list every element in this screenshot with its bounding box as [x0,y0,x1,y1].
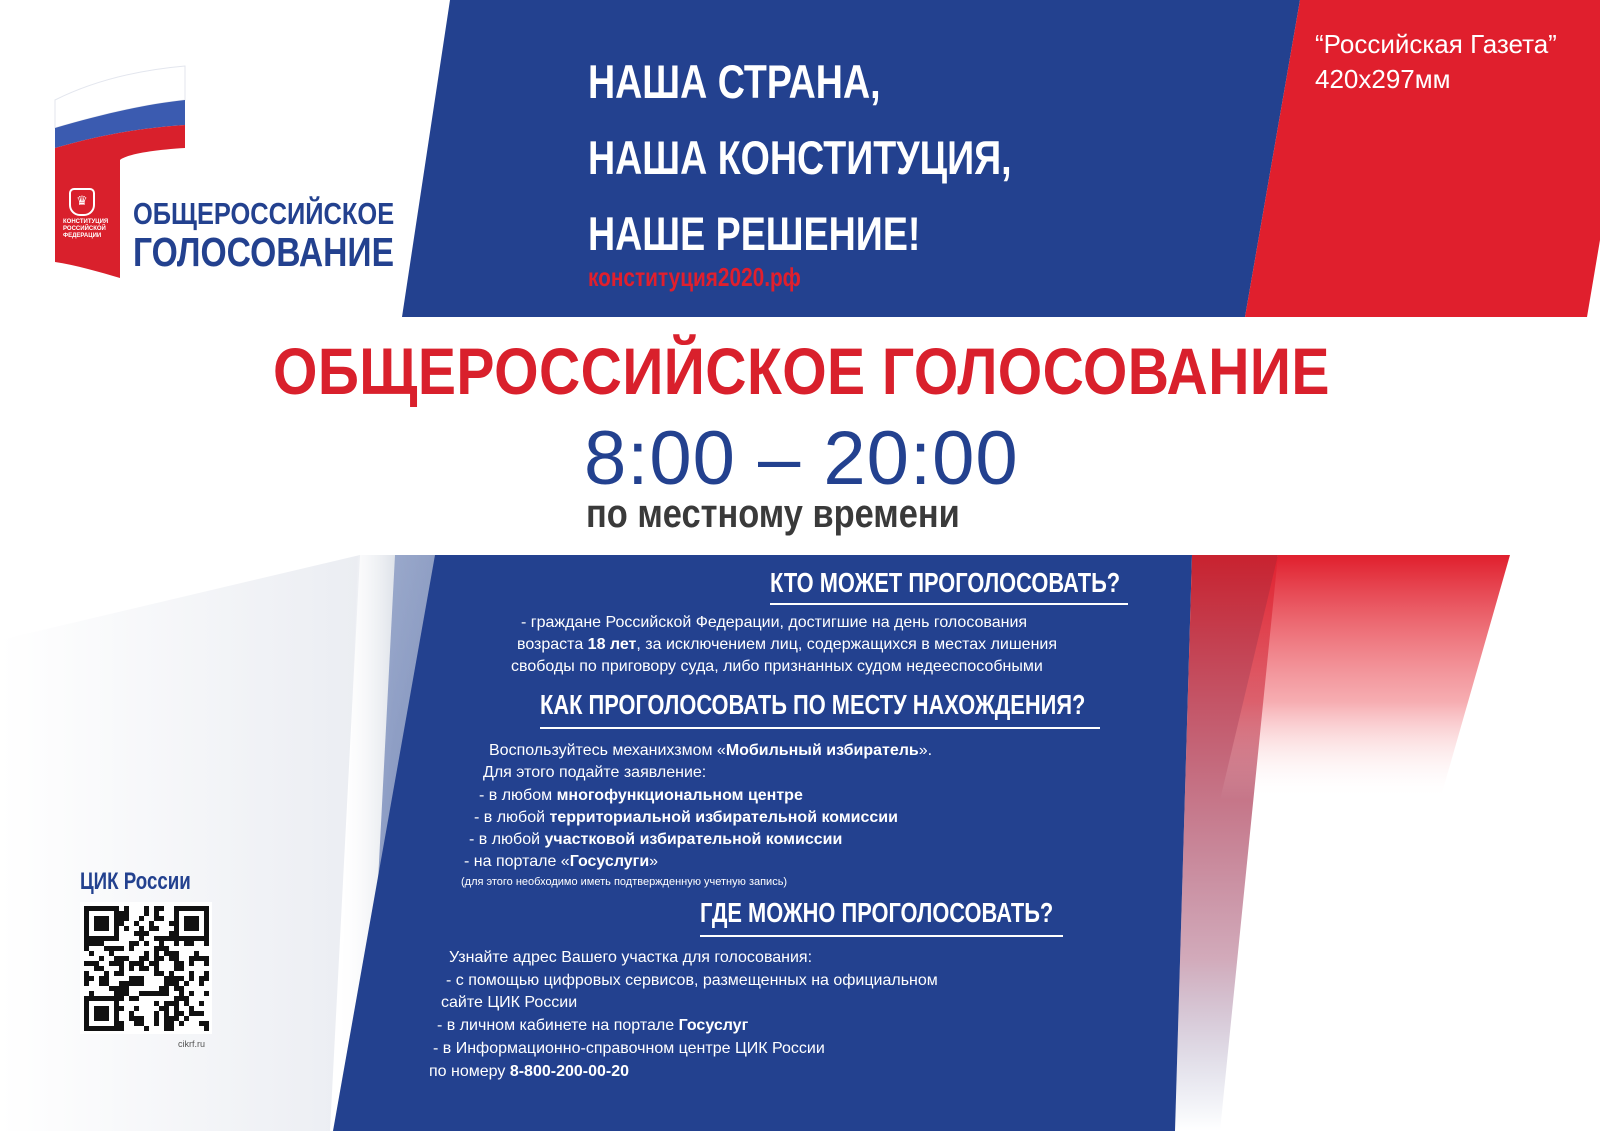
qr-code-icon [80,902,212,1034]
newspaper-name: “Российская Газета” [1315,29,1557,59]
how-heading: КАК ПРОГОЛОСОВАТЬ ПО МЕСТУ НАХОЖДЕНИЯ? [540,689,1086,720]
voting-hours-note: по местному времени [586,492,960,536]
how-note: (для этого необходимо иметь подтвержденную учетную запись) [461,876,788,888]
qr-url: cikrf.ru [178,1039,205,1049]
how-item-1: - в любом многофункциональном центре [479,787,803,804]
logo-line-2: ГОЛОСОВАНИЕ [133,229,395,275]
logo-title [133,198,451,273]
slogan-line-1: НАША СТРАНА, [588,55,881,108]
qr-code[interactable] [80,902,212,1034]
how-heading-rule [540,727,1100,729]
who-text-line-2: возраста 18 лет, за исключением лиц, содержащихся в местах лишения [517,636,1058,653]
where-heading: ГДЕ МОЖНО ПРОГОЛОСОВАТЬ? [700,897,1054,928]
how-item-3: - в любой участковой избирательной комиссии [469,831,843,848]
logo-emblem-text: КОНСТИТУЦИЯ РОССИЙСКОЙ ФЕДЕРАЦИИ [63,219,109,239]
where-line-4: - в Информационно-справочном центре ЦИК России [433,1040,825,1057]
where-line-5: по номеру 8-800-200-00-20 [429,1063,630,1080]
how-item-2: - в любой территориальной избирательной комиссии [474,809,898,826]
where-intro: Узнайте адрес Вашего участка для голосования: [449,949,813,966]
where-heading-rule [700,935,1063,937]
qr-label: ЦИК России [80,868,191,895]
who-text-line-1: - граждане Российской Федерации, достигшие на день голосования [521,614,1028,631]
newspaper-size: 420х297мм [1315,64,1451,94]
where-line-3: - в личном кабинете на портале Госуслуг [437,1017,749,1034]
who-heading-rule [770,603,1128,605]
logo-line-1: ОБЩЕРОССИЙСКОЕ [133,196,395,231]
how-item-4: - на портале «Госуслуги» [464,853,659,870]
where-line-1: - с помощью цифровых сервисов, размещенных на официальном [446,972,938,989]
how-apply: Для этого подайте заявление: [483,764,707,781]
eagle-icon: ♛ [69,188,95,216]
main-title: ОБЩЕРОССИЙСКОЕ ГОЛОСОВАНИЕ [273,334,1330,408]
how-intro: Воспользуйтесь механихзмом «Мобильный избиратель». [489,742,933,759]
logo-emblem [63,188,115,240]
where-line-2: сайте ЦИК России [441,994,578,1011]
slogan-line-2: НАША КОНСТИТУЦИЯ, [588,131,1012,184]
who-text-line-3: свободы по приговору суда, либо признанных судом недееспособными [511,658,1043,675]
voting-hours: 8:00 – 20:00 [584,416,1019,501]
slogan [588,44,1117,272]
newspaper-note [1315,27,1557,97]
website-link[interactable]: конституция2020.рф [588,262,801,292]
who-heading: КТО МОЖЕТ ПРОГОЛОСОВАТЬ? [770,567,1121,598]
slogan-line-3: НАШЕ РЕШЕНИЕ! [588,207,921,260]
